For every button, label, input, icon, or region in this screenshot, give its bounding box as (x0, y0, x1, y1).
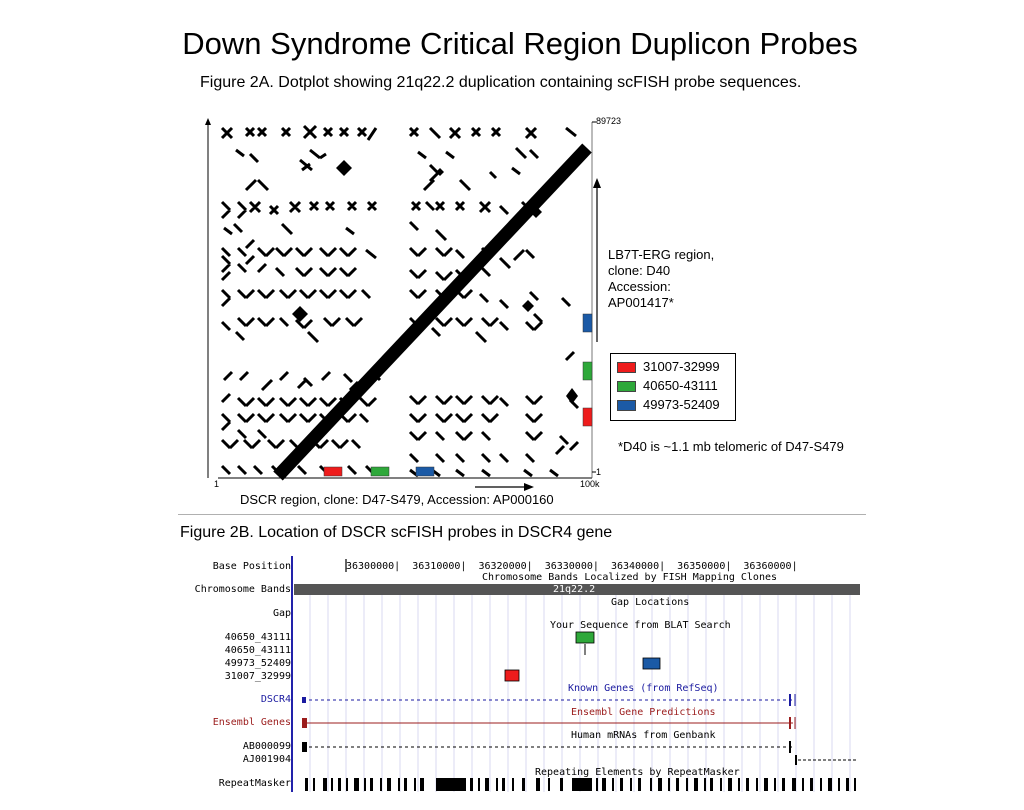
track-title-gap: Gap Locations (611, 597, 690, 608)
x-axis-label: DSCR region, clone: D47-S479, Accession: AP000160 (240, 492, 554, 507)
label-repeatmasker: RepeatMasker (218, 778, 291, 789)
label-blat-4: 31007_32999 (224, 671, 291, 682)
blat-hit-49973 (643, 658, 660, 669)
label-blat-1: 40650_43111 (224, 632, 291, 643)
dscr4-gene (302, 694, 795, 706)
label-gap: Gap (272, 608, 291, 619)
figure-2a-caption: Figure 2A. Dotplot showing 21q22.2 duplication containing scFISH probe sequences. (200, 74, 802, 91)
probe-31007-x (324, 467, 342, 476)
y-top-label: 89723 (596, 116, 622, 126)
y-region-label: LB7T-ERG region, clone: D40 Accession: AP001417* (608, 247, 715, 310)
page-title: Down Syndrome Critical Region Duplicon Probes (182, 26, 858, 61)
track-title-ensembl: Ensembl Gene Predictions (571, 707, 716, 718)
repeat-dots (222, 126, 578, 476)
probe-legend: 31007-32999 40650-43111 49973-52409 (610, 353, 736, 421)
repeatmasker-blocks (305, 778, 856, 791)
track-title-blat: Your Sequence from BLAT Search (550, 620, 731, 631)
x-right-label: 100k (580, 479, 600, 489)
ensembl-gene (302, 717, 795, 729)
label-base-position: Base Position (212, 561, 291, 572)
position-ruler: 36300000| 36310000| 36320000| 36330000| 36340000| 36350000| 36360000| (346, 561, 798, 572)
band-name: 21q22.2 (553, 584, 596, 595)
legend-swatch-blue (617, 400, 636, 411)
dotplot (200, 110, 620, 495)
track-title-mrna: Human mRNAs from Genbank (571, 730, 716, 741)
x-left-label: 1 (214, 479, 220, 489)
label-blat-2: 40650_43111 (224, 645, 291, 656)
legend-swatch-red (617, 362, 636, 373)
track-title-known-genes: Known Genes (from RefSeq) (568, 683, 719, 694)
track-title-bands: Chromosome Bands Localized by FISH Mapping Clones (482, 572, 778, 583)
probe-49973-x (416, 467, 434, 476)
y-axis-arrow (205, 118, 211, 125)
blat-hit-40650 (576, 632, 594, 643)
label-aj001904: AJ001904 (242, 754, 291, 765)
y-bottom-label: 1 (596, 467, 602, 477)
mrna-ab000099 (302, 741, 793, 753)
probe-40650-x (371, 467, 389, 476)
label-dscr4[interactable]: DSCR4 (260, 694, 291, 705)
probe-40650-y (583, 362, 592, 380)
probe-49973-y (583, 314, 592, 332)
track-title-repeats: Repeating Elements by RepeatMasker (535, 767, 740, 778)
mrna-aj001904 (796, 755, 858, 765)
legend-swatch-green (617, 381, 636, 392)
probe-31007-y (583, 408, 592, 426)
label-ensembl-genes[interactable]: Ensembl Genes (212, 717, 291, 728)
label-chromosome-bands: Chromosome Bands (194, 584, 291, 595)
footnote: *D40 is ~1.1 mb telomeric of D47-S479 (618, 439, 844, 454)
divider (178, 514, 866, 515)
label-ab000099: AB000099 (242, 741, 291, 752)
figure-2b-caption: Figure 2B. Location of DSCR scFISH probes in DSCR4 gene (180, 524, 613, 541)
main-diagonal (278, 148, 587, 476)
blat-hit-31007 (505, 670, 519, 681)
label-blat-3: 49973_52409 (224, 658, 291, 669)
